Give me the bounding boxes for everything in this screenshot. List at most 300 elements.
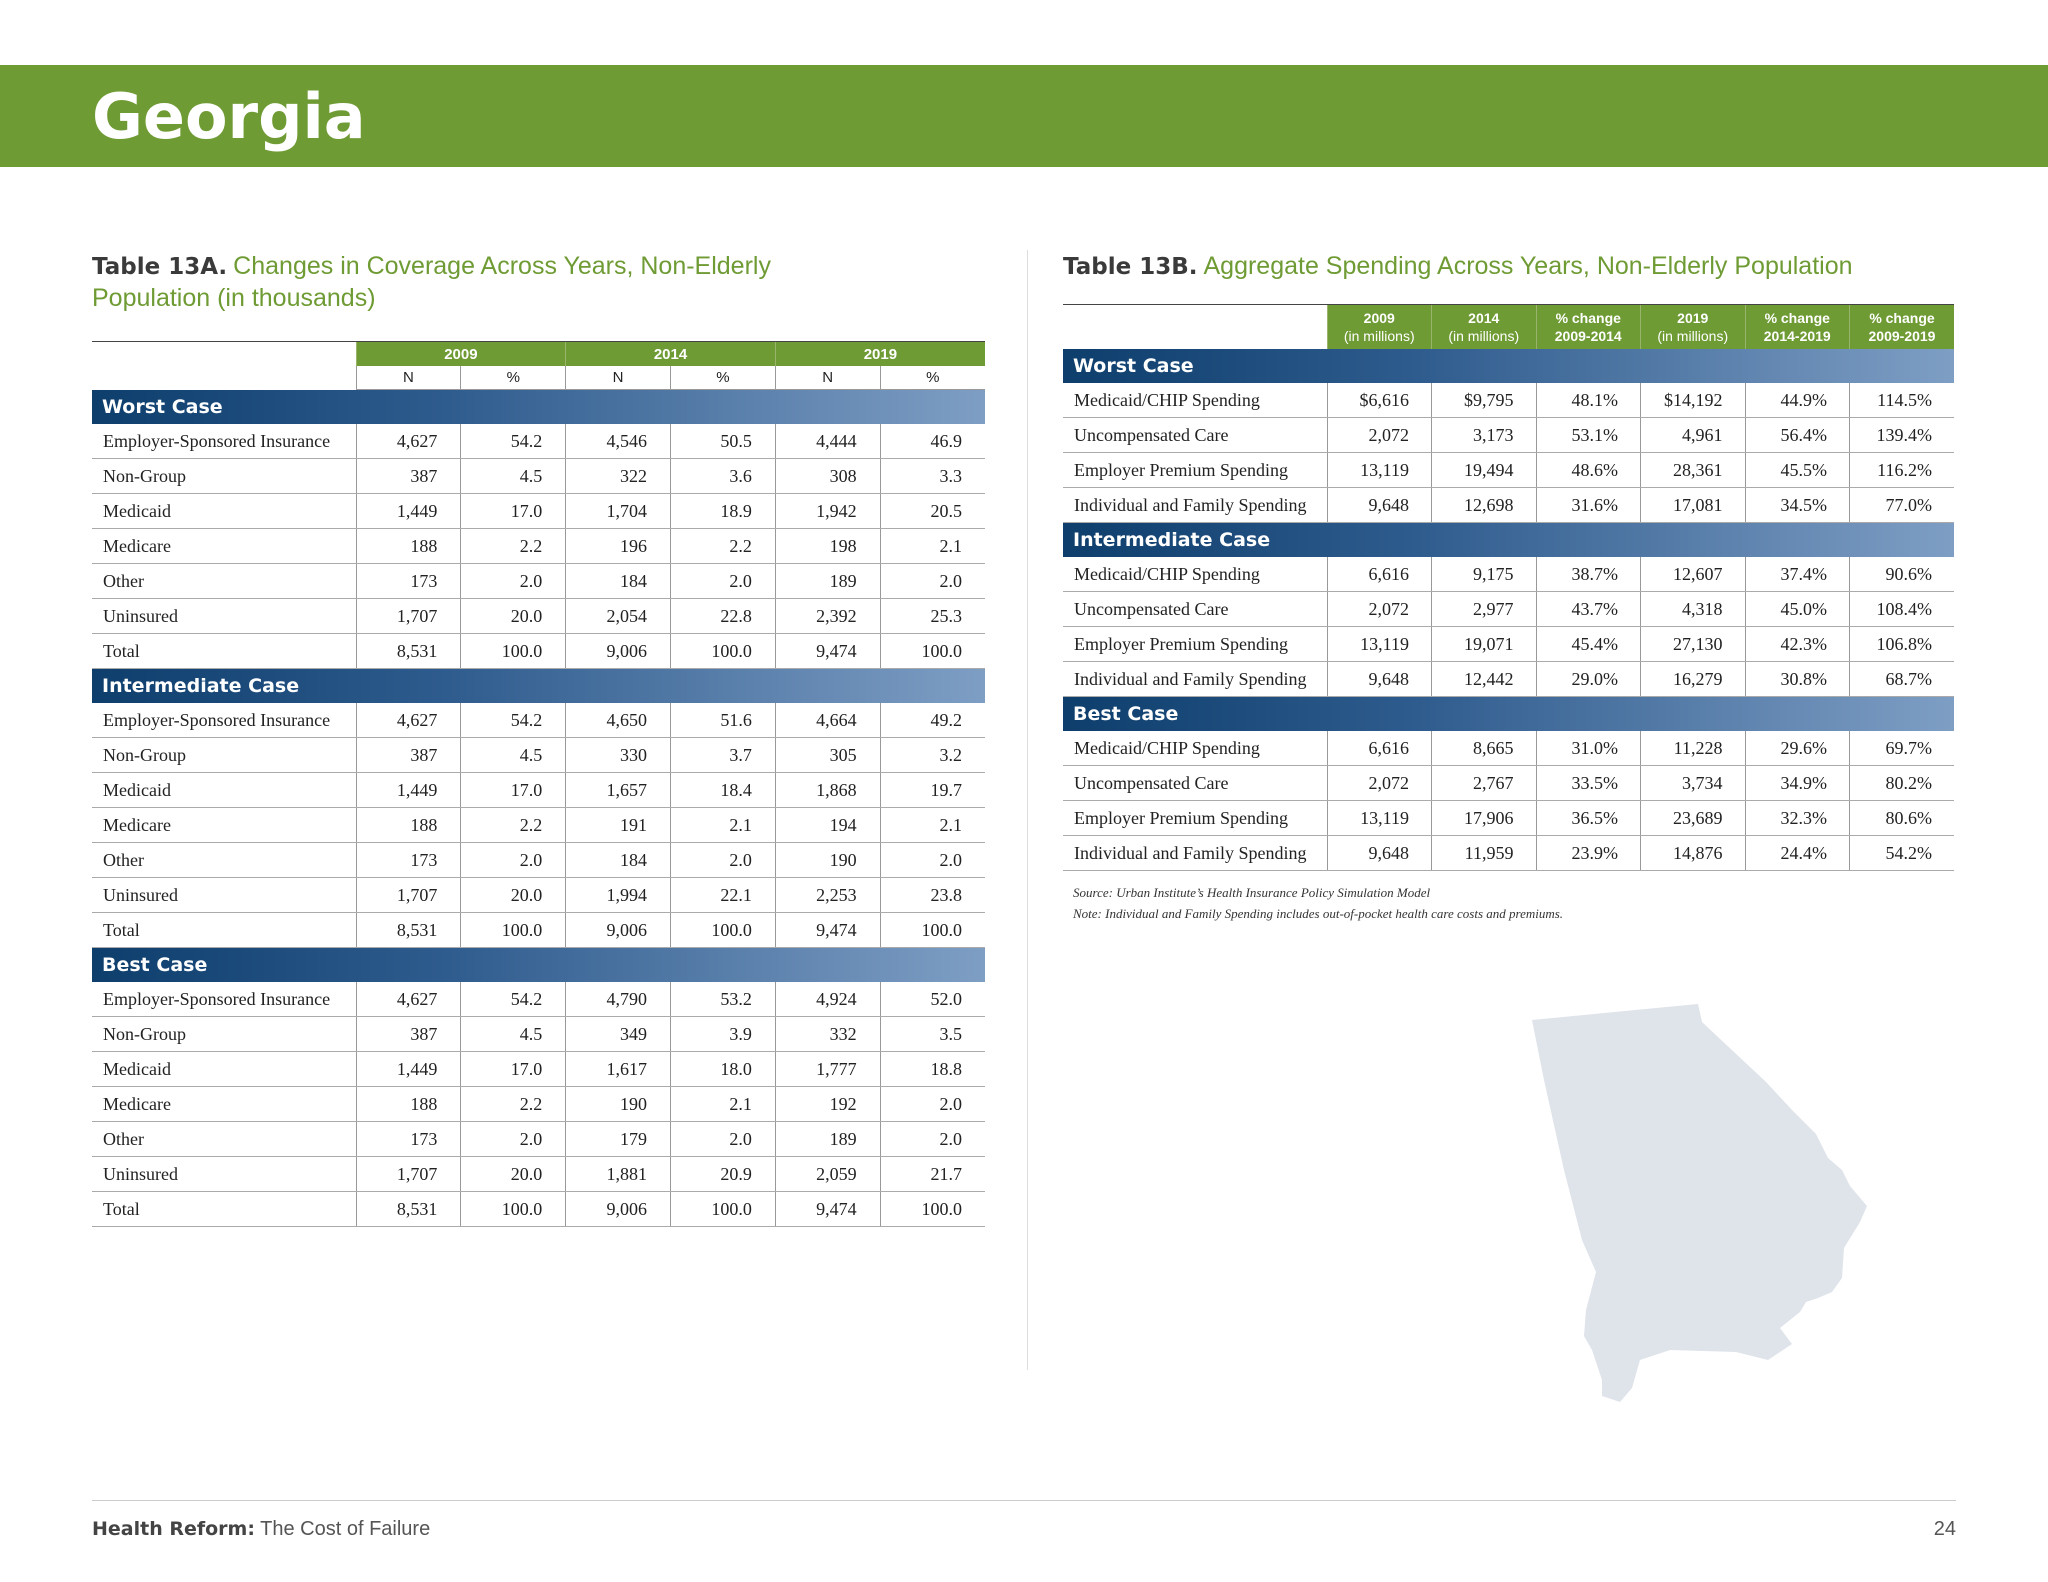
cell-value: 2.2 <box>461 529 566 564</box>
row-label: Employer-Sponsored Insurance <box>92 424 356 459</box>
cell-value: 4,924 <box>775 982 880 1017</box>
cell-value: 23,689 <box>1641 801 1746 836</box>
row-label: Uninsured <box>92 1157 356 1192</box>
column-header-main: % change <box>1555 310 1621 326</box>
cell-value: 45.5% <box>1745 453 1850 488</box>
cell-value: 9,474 <box>775 913 880 948</box>
table-b-title <box>1063 251 1963 283</box>
footer-text: The Cost of Failure <box>254 1518 431 1540</box>
cell-value: 14,876 <box>1641 836 1746 871</box>
table-row <box>92 1157 985 1192</box>
cell-value: 308 <box>775 459 880 494</box>
table-row <box>92 808 985 843</box>
column-header <box>1641 305 1746 349</box>
column-header <box>1536 305 1641 349</box>
row-label: Uncompensated Care <box>1063 592 1327 627</box>
cell-value: 2.0 <box>461 843 566 878</box>
row-label: Uninsured <box>92 599 356 634</box>
cell-value: 4,790 <box>566 982 671 1017</box>
row-label: Medicare <box>92 529 356 564</box>
cell-value: 6,616 <box>1327 731 1432 766</box>
cell-value: 2.0 <box>880 1122 985 1157</box>
cell-value: 24.4% <box>1745 836 1850 871</box>
cell-value: 51.6 <box>671 703 776 738</box>
subcol-header: N <box>356 366 461 390</box>
cell-value: 31.6% <box>1536 488 1641 523</box>
footnote: Note: Individual and Family Spending includes out-of-pocket health care costs and premiums. <box>1073 906 1564 921</box>
subcol-header: % <box>461 366 566 390</box>
cell-value: 2,072 <box>1327 418 1432 453</box>
cell-value: 37.4% <box>1745 557 1850 592</box>
cell-value: 4,961 <box>1641 418 1746 453</box>
cell-value: 1,704 <box>566 494 671 529</box>
cell-value: 32.3% <box>1745 801 1850 836</box>
cell-value: 23.8 <box>880 878 985 913</box>
cell-value: 19,071 <box>1432 627 1537 662</box>
cell-value: 9,006 <box>566 634 671 669</box>
column-header <box>1850 305 1955 349</box>
cell-value: 20.0 <box>461 878 566 913</box>
cell-value: 6,616 <box>1327 557 1432 592</box>
column-header-sub: (in millions) <box>1343 328 1415 344</box>
table-a-title <box>92 251 892 314</box>
cell-value: 2,253 <box>775 878 880 913</box>
table-a-label: Table 13A. <box>92 254 228 280</box>
cell-value: 9,648 <box>1327 488 1432 523</box>
cell-value: 2,059 <box>775 1157 880 1192</box>
footer-title <box>92 1518 430 1541</box>
cell-value: 29.6% <box>1745 731 1850 766</box>
cell-value: 11,959 <box>1432 836 1537 871</box>
table-row <box>1063 557 1954 592</box>
cell-value: 2.0 <box>880 843 985 878</box>
cell-value: 9,175 <box>1432 557 1537 592</box>
cell-value: 3.6 <box>671 459 776 494</box>
table-row <box>1063 731 1954 766</box>
row-label: Employer Premium Spending <box>1063 627 1327 662</box>
table-a-subheader <box>92 366 985 390</box>
column-header <box>1745 305 1850 349</box>
cell-value: 9,474 <box>775 634 880 669</box>
spending-table-body <box>1063 349 1954 871</box>
cell-value: 90.6% <box>1850 557 1955 592</box>
cell-value: 46.9 <box>880 424 985 459</box>
table-row <box>1063 453 1954 488</box>
cell-value: 2.0 <box>461 564 566 599</box>
cell-value: 44.9% <box>1745 383 1850 418</box>
row-label: Total <box>92 1192 356 1227</box>
page-number: 24 <box>1933 1518 1956 1540</box>
row-label: Medicaid/CHIP Spending <box>1063 557 1327 592</box>
column-header-main: % change <box>1764 310 1830 326</box>
row-label: Medicaid/CHIP Spending <box>1063 383 1327 418</box>
header-blank <box>92 342 356 366</box>
table-row <box>92 599 985 634</box>
cell-value: 108.4% <box>1850 592 1955 627</box>
cell-value: 196 <box>566 529 671 564</box>
row-label: Employer-Sponsored Insurance <box>92 703 356 738</box>
cell-value: 20.9 <box>671 1157 776 1192</box>
table-row <box>1063 801 1954 836</box>
column-header-main: 2019 <box>1677 310 1709 326</box>
cell-value: 184 <box>566 564 671 599</box>
cell-value: 189 <box>775 564 880 599</box>
row-label: Other <box>92 843 356 878</box>
section-title: Best Case <box>92 948 985 983</box>
cell-value: 9,006 <box>566 913 671 948</box>
table-row <box>92 982 985 1017</box>
cell-value: 332 <box>775 1017 880 1052</box>
cell-value: 114.5% <box>1850 383 1955 418</box>
table-row <box>92 913 985 948</box>
cell-value: 54.2 <box>461 703 566 738</box>
cell-value: 53.1% <box>1536 418 1641 453</box>
table-row <box>1063 488 1954 523</box>
cell-value: 4,664 <box>775 703 880 738</box>
row-label: Uncompensated Care <box>1063 766 1327 801</box>
column-header <box>1432 305 1537 349</box>
cell-value: 173 <box>356 1122 461 1157</box>
cell-value: 173 <box>356 564 461 599</box>
cell-value: 3.2 <box>880 738 985 773</box>
cell-value: 12,698 <box>1432 488 1537 523</box>
cell-value: 2,767 <box>1432 766 1537 801</box>
cell-value: 4,627 <box>356 982 461 1017</box>
cell-value: 1,881 <box>566 1157 671 1192</box>
cell-value: 2.2 <box>671 529 776 564</box>
cell-value: 42.3% <box>1745 627 1850 662</box>
cell-value: 192 <box>775 1087 880 1122</box>
cell-value: 173 <box>356 843 461 878</box>
row-label: Uncompensated Care <box>1063 418 1327 453</box>
cell-value: 191 <box>566 808 671 843</box>
table-row <box>92 564 985 599</box>
table-b-header <box>1063 305 1954 349</box>
cell-value: 1,617 <box>566 1052 671 1087</box>
table-row <box>92 1122 985 1157</box>
table-b-label: Table 13B. <box>1063 254 1198 280</box>
cell-value: 8,665 <box>1432 731 1537 766</box>
cell-value: 2.0 <box>671 564 776 599</box>
cell-value: 13,119 <box>1327 801 1432 836</box>
cell-value: 100.0 <box>880 1192 985 1227</box>
section-header-row <box>1063 349 1954 383</box>
row-label: Medicaid <box>92 1052 356 1087</box>
cell-value: 3,734 <box>1641 766 1746 801</box>
column-header-sub: 2009-2019 <box>1868 328 1936 344</box>
cell-value: 48.6% <box>1536 453 1641 488</box>
coverage-table <box>92 341 985 1227</box>
cell-value: 4,650 <box>566 703 671 738</box>
row-label: Employer Premium Spending <box>1063 453 1327 488</box>
cell-value: $14,192 <box>1641 383 1746 418</box>
cell-value: 54.2% <box>1850 836 1955 871</box>
table-b-caption: Aggregate Spending Across Years, Non-Elderly Population <box>1203 252 1853 280</box>
cell-value: 1,657 <box>566 773 671 808</box>
header-banner <box>0 65 2048 167</box>
table-row <box>92 843 985 878</box>
year-header-2019: 2019 <box>775 342 985 366</box>
cell-value: 27,130 <box>1641 627 1746 662</box>
cell-value: 3.9 <box>671 1017 776 1052</box>
cell-value: 330 <box>566 738 671 773</box>
table-row <box>92 424 985 459</box>
cell-value: 53.2 <box>671 982 776 1017</box>
cell-value: 9,648 <box>1327 662 1432 697</box>
subcol-header: % <box>880 366 985 390</box>
cell-value: 80.2% <box>1850 766 1955 801</box>
cell-value: 18.4 <box>671 773 776 808</box>
cell-value: 36.5% <box>1536 801 1641 836</box>
cell-value: 48.1% <box>1536 383 1641 418</box>
section-title: Best Case <box>1063 697 1954 732</box>
table-row <box>92 1192 985 1227</box>
subcol-header: % <box>671 366 776 390</box>
cell-value: 8,531 <box>356 634 461 669</box>
table-row <box>92 1087 985 1122</box>
cell-value: 4,627 <box>356 424 461 459</box>
cell-value: 52.0 <box>880 982 985 1017</box>
row-label: Individual and Family Spending <box>1063 662 1327 697</box>
row-label: Uninsured <box>92 878 356 913</box>
table-row <box>92 703 985 738</box>
cell-value: 2.0 <box>880 1087 985 1122</box>
cell-value: 45.4% <box>1536 627 1641 662</box>
cell-value: 190 <box>775 843 880 878</box>
cell-value: 2.0 <box>671 843 776 878</box>
cell-value: 3,173 <box>1432 418 1537 453</box>
table-row <box>1063 627 1954 662</box>
row-label: Other <box>92 564 356 599</box>
cell-value: 43.7% <box>1536 592 1641 627</box>
cell-value: 194 <box>775 808 880 843</box>
cell-value: 18.0 <box>671 1052 776 1087</box>
cell-value: 184 <box>566 843 671 878</box>
cell-value: 33.5% <box>1536 766 1641 801</box>
cell-value: 349 <box>566 1017 671 1052</box>
cell-value: 17,081 <box>1641 488 1746 523</box>
coverage-table-body <box>92 390 985 1227</box>
row-label: Non-Group <box>92 459 356 494</box>
cell-value: 8,531 <box>356 913 461 948</box>
cell-value: 100.0 <box>880 634 985 669</box>
table-row <box>1063 766 1954 801</box>
cell-value: 2.1 <box>671 1087 776 1122</box>
header-blank <box>92 366 356 390</box>
cell-value: 100.0 <box>461 913 566 948</box>
cell-value: 13,119 <box>1327 627 1432 662</box>
cell-value: 1,707 <box>356 1157 461 1192</box>
section-title: Intermediate Case <box>92 669 985 704</box>
cell-value: 1,449 <box>356 1052 461 1087</box>
cell-value: 25.3 <box>880 599 985 634</box>
cell-value: 2.0 <box>880 564 985 599</box>
cell-value: 3.7 <box>671 738 776 773</box>
cell-value: 69.7% <box>1850 731 1955 766</box>
cell-value: 322 <box>566 459 671 494</box>
cell-value: 1,777 <box>775 1052 880 1087</box>
table-a-year-header <box>92 342 985 366</box>
section-header-row <box>92 390 985 425</box>
row-label: Total <box>92 913 356 948</box>
cell-value: 100.0 <box>880 913 985 948</box>
cell-value: 2,054 <box>566 599 671 634</box>
table-row <box>92 634 985 669</box>
cell-value: 100.0 <box>461 634 566 669</box>
section-header-row <box>1063 697 1954 732</box>
cell-value: 4.5 <box>461 1017 566 1052</box>
column-header-sub: (in millions) <box>1448 328 1520 344</box>
section-title: Intermediate Case <box>1063 523 1954 558</box>
cell-value: 34.5% <box>1745 488 1850 523</box>
column-header-sub: 2014-2019 <box>1763 328 1831 344</box>
cell-value: 30.8% <box>1745 662 1850 697</box>
cell-value: 1,942 <box>775 494 880 529</box>
cell-value: 17.0 <box>461 1052 566 1087</box>
cell-value: 17.0 <box>461 494 566 529</box>
cell-value: 2.2 <box>461 1087 566 1122</box>
table-row <box>92 878 985 913</box>
cell-value: 22.1 <box>671 878 776 913</box>
cell-value: 9,648 <box>1327 836 1432 871</box>
cell-value: 1,994 <box>566 878 671 913</box>
cell-value: 1,449 <box>356 773 461 808</box>
cell-value: 3.3 <box>880 459 985 494</box>
cell-value: 116.2% <box>1850 453 1955 488</box>
cell-value: 387 <box>356 1017 461 1052</box>
source-note: Source: Urban Institute’s Health Insurance Policy Simulation Model <box>1073 885 1431 900</box>
table-row <box>1063 418 1954 453</box>
column-header-main: 2009 <box>1363 310 1395 326</box>
cell-value: 28,361 <box>1641 453 1746 488</box>
cell-value: 188 <box>356 1087 461 1122</box>
cell-value: 49.2 <box>880 703 985 738</box>
cell-value: 2,392 <box>775 599 880 634</box>
row-label: Individual and Family Spending <box>1063 488 1327 523</box>
cell-value: 4,318 <box>1641 592 1746 627</box>
subcol-header: N <box>775 366 880 390</box>
subcol-header: N <box>566 366 671 390</box>
row-label: Other <box>92 1122 356 1157</box>
cell-value: 4,627 <box>356 703 461 738</box>
cell-value: 2.1 <box>880 808 985 843</box>
cell-value: 4,546 <box>566 424 671 459</box>
cell-value: 50.5 <box>671 424 776 459</box>
table-a-caption: Changes in Coverage Across Years, Non-Elderly Population (in thousands) <box>92 252 771 312</box>
cell-value: 20.5 <box>880 494 985 529</box>
cell-value: 11,228 <box>1641 731 1746 766</box>
column-header-main: % change <box>1869 310 1935 326</box>
cell-value: 198 <box>775 529 880 564</box>
cell-value: 23.9% <box>1536 836 1641 871</box>
column-header-sub: (in millions) <box>1657 328 1729 344</box>
table-row <box>1063 836 1954 871</box>
georgia-map-shape <box>1532 1004 1867 1402</box>
cell-value: 31.0% <box>1536 731 1641 766</box>
cell-value: 106.8% <box>1850 627 1955 662</box>
cell-value: 17.0 <box>461 773 566 808</box>
row-label: Medicare <box>92 1087 356 1122</box>
section-title: Worst Case <box>1063 349 1954 383</box>
cell-value: 8,531 <box>356 1192 461 1227</box>
cell-value: 12,607 <box>1641 557 1746 592</box>
cell-value: 68.7% <box>1850 662 1955 697</box>
row-label: Individual and Family Spending <box>1063 836 1327 871</box>
table-row <box>92 529 985 564</box>
table-row <box>1063 383 1954 418</box>
table-row <box>1063 662 1954 697</box>
cell-value: 13,119 <box>1327 453 1432 488</box>
table-row <box>92 773 985 808</box>
cell-value: 189 <box>775 1122 880 1157</box>
cell-value: 19,494 <box>1432 453 1537 488</box>
page-title: Georgia <box>92 80 366 153</box>
table-row <box>92 1017 985 1052</box>
row-label: Medicare <box>92 808 356 843</box>
row-label: Employer-Sponsored Insurance <box>92 982 356 1017</box>
cell-value: 4.5 <box>461 459 566 494</box>
cell-value: 1,868 <box>775 773 880 808</box>
cell-value: 1,707 <box>356 878 461 913</box>
cell-value: 100.0 <box>671 634 776 669</box>
cell-value: 2,977 <box>1432 592 1537 627</box>
row-label: Medicaid/CHIP Spending <box>1063 731 1327 766</box>
cell-value: 387 <box>356 459 461 494</box>
cell-value: 22.8 <box>671 599 776 634</box>
cell-value: 56.4% <box>1745 418 1850 453</box>
table-row <box>92 459 985 494</box>
cell-value: 2.1 <box>880 529 985 564</box>
cell-value: 2,072 <box>1327 592 1432 627</box>
cell-value: 179 <box>566 1122 671 1157</box>
section-title: Worst Case <box>92 390 985 425</box>
cell-value: 305 <box>775 738 880 773</box>
column-header-sub: 2009-2014 <box>1554 328 1622 344</box>
cell-value: 2.2 <box>461 808 566 843</box>
cell-value: 34.9% <box>1745 766 1850 801</box>
year-header-2014: 2014 <box>566 342 776 366</box>
footer-rule <box>92 1500 1956 1501</box>
cell-value: 54.2 <box>461 424 566 459</box>
section-header-row <box>92 669 985 704</box>
column-header <box>1327 305 1432 349</box>
cell-value: $9,795 <box>1432 383 1537 418</box>
row-label: Non-Group <box>92 1017 356 1052</box>
cell-value: 18.8 <box>880 1052 985 1087</box>
cell-value: 387 <box>356 738 461 773</box>
table-notes <box>1073 882 1563 924</box>
cell-value: 45.0% <box>1745 592 1850 627</box>
cell-value: 100.0 <box>671 1192 776 1227</box>
cell-value: 190 <box>566 1087 671 1122</box>
cell-value: 3.5 <box>880 1017 985 1052</box>
cell-value: 17,906 <box>1432 801 1537 836</box>
cell-value: 77.0% <box>1850 488 1955 523</box>
cell-value: 139.4% <box>1850 418 1955 453</box>
cell-value: 2.0 <box>671 1122 776 1157</box>
table-row <box>92 494 985 529</box>
cell-value: 16,279 <box>1641 662 1746 697</box>
cell-value: 2.0 <box>461 1122 566 1157</box>
cell-value: 100.0 <box>461 1192 566 1227</box>
footer-bold: Health Reform: <box>92 1518 255 1540</box>
column-divider <box>1027 250 1028 1370</box>
cell-value: 29.0% <box>1536 662 1641 697</box>
cell-value: 12,442 <box>1432 662 1537 697</box>
column-header-main: 2014 <box>1468 310 1500 326</box>
row-label: Medicaid <box>92 773 356 808</box>
section-header-row <box>92 948 985 983</box>
